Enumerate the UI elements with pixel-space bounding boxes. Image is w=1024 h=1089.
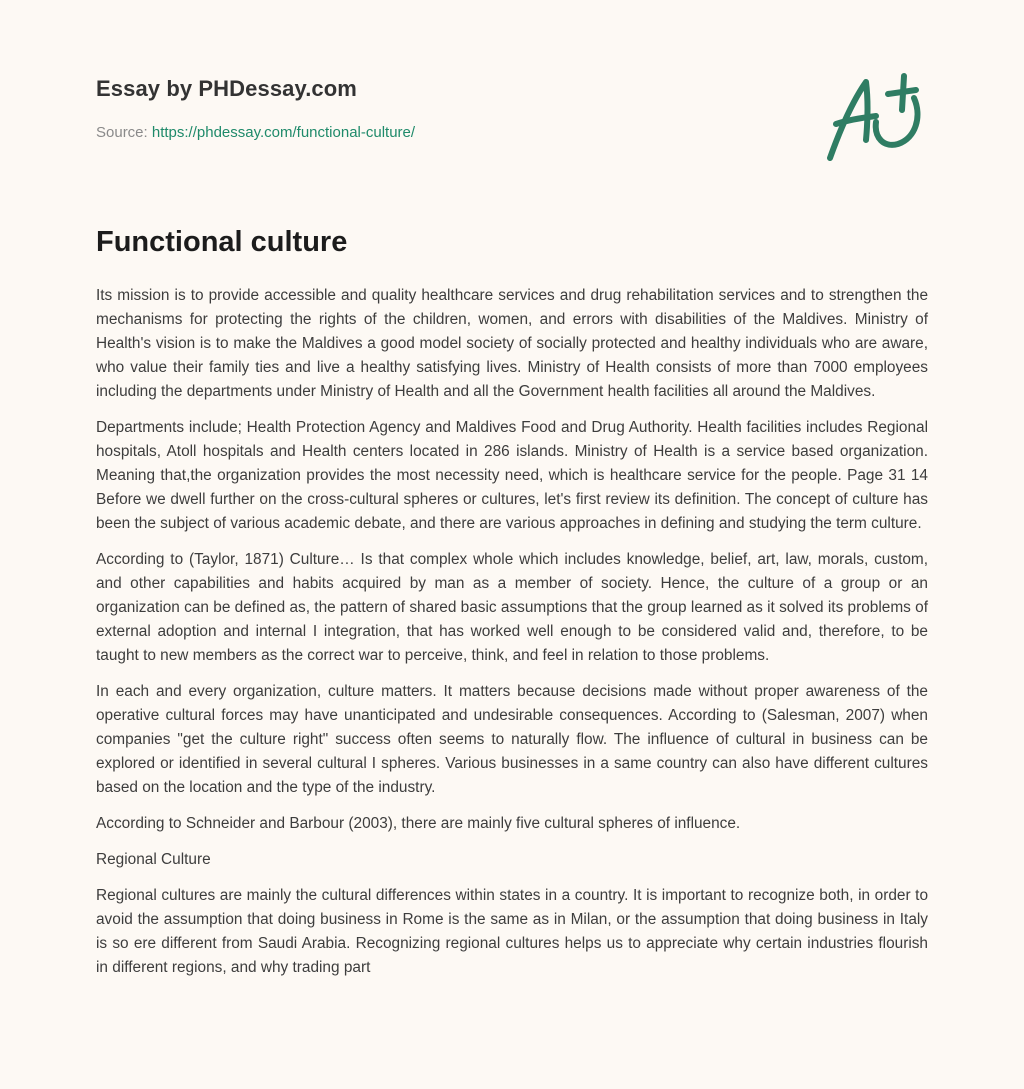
source-label: Source: xyxy=(96,124,148,141)
source-link[interactable]: https://phdessay.com/functional-culture/ xyxy=(151,124,416,141)
a-plus-grade-icon xyxy=(824,68,928,164)
source-line xyxy=(96,124,415,141)
section-heading-regional-culture: Regional Culture xyxy=(96,851,211,868)
essay-paragraph: Regional cultures are mainly the cultural differences within states in a country. It is important to recognize both, in order to avoid the assumption that doing business in Rome is the same as in Milan, or the assumption that doing business in Italy is so ere different from Saudi Arabia. Recognizing regional cultures helps us to appreciate why certain industries flourish in different regions, and why trading part xyxy=(96,887,928,976)
site-title: Essay by PHDessay.com xyxy=(96,76,357,101)
essay-paragraph: Its mission is to provide accessible and quality healthcare services and drug rehabilitation services and to strengthen the mechanisms for protecting the rights of the children, women, and errors with disabilities of the Maldives. Ministry of Health's vision is to make the Maldives a good model society of socially protected and healthy individuals who are aware, who value their family ties and live a healthy satisfying lives. Ministry of Health consists of more than 7000 employees including the departments under Ministry of Health and all the Government health facilities all around the Maldives. xyxy=(96,287,928,400)
essay-paragraph: According to (Taylor, 1871) Culture… Is that complex whole which includes knowledge, belief, art, law, morals, custom, and other capabilities and habits acquired by man as a member of society. Hence, the culture of a group or an organization can be defined as, the pattern of shared basic assumptions that the group learned as it solved its problems of external adoption and internal I integration, that has worked well enough to be considered valid and, therefore, to be taught to new members as the correct war to perceive, think, and feel in relation to those problems. xyxy=(96,551,928,664)
essay-title: Functional culture xyxy=(96,226,348,258)
site-header xyxy=(96,0,928,200)
essay-paragraph: In each and every organization, culture matters. It matters because decisions made without proper awareness of the operative cultural forces may have unanticipated and undesirable consequences. According to (Salesman, 2007) when companies "get the culture right" success often seems to naturally flow. The influence of cultural in business can be explored or identified in several cultural I spheres. Various businesses in a same country can also have different cultures based on the location and the type of the industry. xyxy=(96,683,928,796)
essay-body xyxy=(96,284,928,992)
essay-paragraph: Departments include; Health Protection Agency and Maldives Food and Drug Authority. Health facilities includes Regional hospitals, Atoll hospitals and Health centers located in 286 islands. Ministry of Health is a service based organization. Meaning that,the organization provides the most necessity need, which is healthcare service for the people. Page 31 14 Before we dwell further on the cross-cultural spheres or cultures, let's first review its definition. The concept of culture has been the subject of various academic debate, and there are various approaches in defining and studying the term culture. xyxy=(96,419,928,532)
essay-page xyxy=(96,0,928,976)
essay-paragraph: According to Schneider and Barbour (2003), there are mainly five cultural spheres of influence. xyxy=(96,815,741,832)
